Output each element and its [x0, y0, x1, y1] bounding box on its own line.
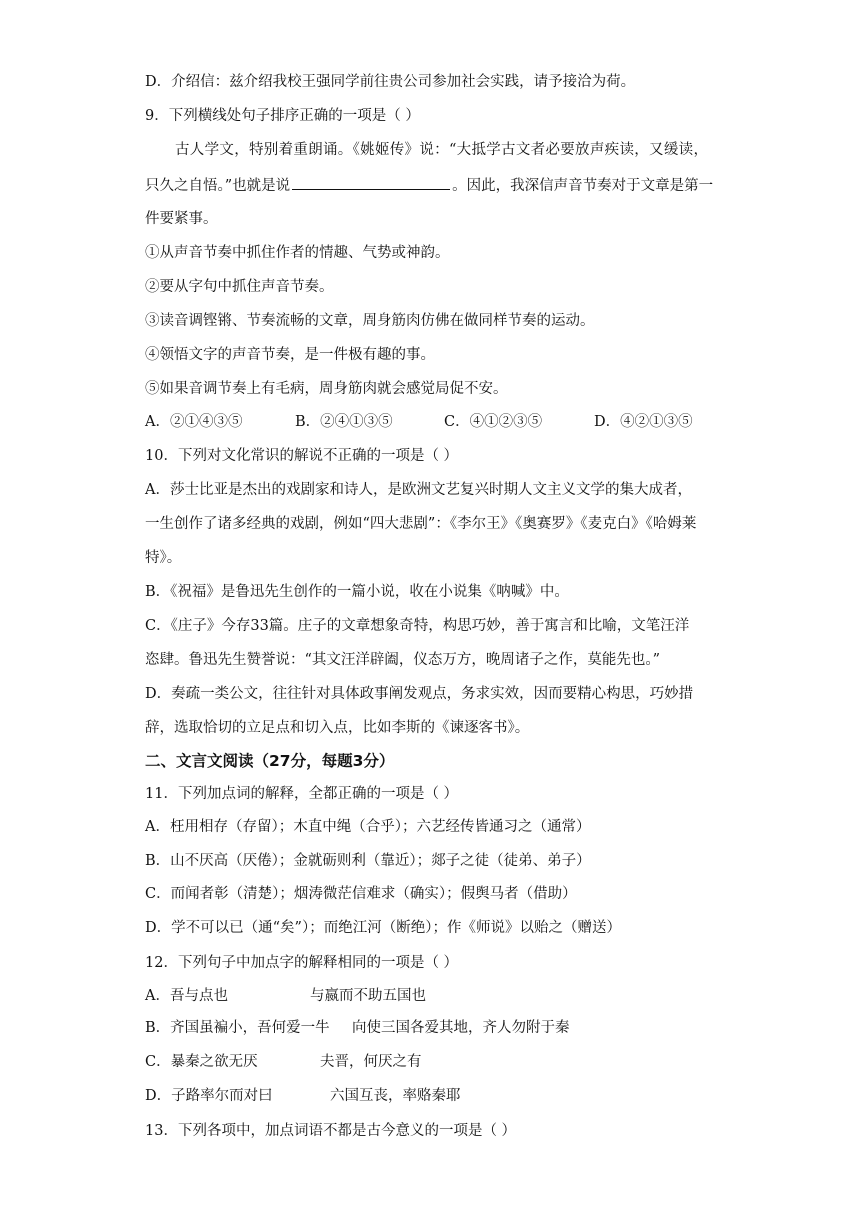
q9-passage-text-b: 。因此，我深信声音节奏对于文章是第一	[452, 178, 714, 194]
q10-option-a-line-1: A．莎士比亚是杰出的戏剧家和诗人，是欧洲文艺复兴时期人文主义文学的集大成者，	[145, 482, 692, 498]
q12-option-a-left: A．吾与点也	[145, 988, 228, 1004]
fill-in-blank	[292, 175, 450, 190]
question-12-stem: 12．下列句子中加点字的解释相同的一项是（ ）	[145, 955, 459, 971]
q12-option-c-left: C．暴秦之欲无厌	[145, 1054, 258, 1070]
q10-option-c-line-1: C．《庄子》今存33篇。庄子的文章想象奇特，构思巧妙，善于寓言和比喻，文笔汪洋	[145, 618, 690, 634]
q12-option-b-right: 向使三国各爱其地，齐人勿附于秦	[352, 1020, 570, 1036]
q10-option-c-line-2: 恣肆。鲁迅先生赞誉说：“其文汪洋辟阖，仪态万方，晚周诸子之作，莫能先也。”	[145, 652, 661, 668]
q12-option-d-left: D．子路率尔而对曰	[145, 1088, 273, 1104]
section-2-heading: 二、文言文阅读（27分，每题3分）	[145, 752, 395, 770]
q12-option-b-left: B．齐国虽褊小，吾何爱一牛	[145, 1020, 330, 1036]
q9-passage-text-a: 只久之自悟。”也就是说	[145, 178, 291, 194]
q11-option-b: B．山不厌高（厌倦）；金就砺则利（靠近）；郯子之徒（徒弟、弟子）	[145, 853, 591, 869]
q9-passage-line-1: 古人学文，特别着重朗诵。《姚姬传》说：“大抵学古文者必要放声疾读，又缓读，	[175, 142, 709, 158]
q10-option-a-line-3: 特》。	[145, 550, 182, 566]
question-10-stem: 10．下列对文化常识的解说不正确的一项是（ ）	[145, 448, 459, 464]
q12-option-d-right: 六国互丧，率赂秦耶	[330, 1088, 461, 1104]
q9-option-c: C．④①②③⑤	[444, 414, 543, 430]
q11-option-d: D．学不可以已（通“矣”）；而绝江河（断绝）；作《师说》以贻之（赠送）	[145, 920, 621, 936]
q10-option-a-line-2: 一生创作了诸多经典的戏剧，例如“四大悲剧”：《李尔王》《奥赛罗》《麦克白》《哈姆莱	[145, 516, 697, 532]
q12-option-a-right: 与嬴而不助五国也	[310, 988, 426, 1004]
q9-passage-line-2	[145, 175, 713, 196]
q10-option-d-line-2: 辞，选取恰切的立足点和切入点，比如李斯的《谏逐客书》。	[145, 720, 530, 736]
question-9-stem: 9．下列横线处句子排序正确的一项是（ ）	[145, 108, 420, 124]
q9-passage-line-3: 件要紧事。	[145, 211, 218, 227]
q11-option-a: A．枉用相存（存留）；木直中绳（合乎）；六艺经传皆通习之（通常）	[145, 819, 591, 835]
q12-option-c-right: 夫晋，何厌之有	[320, 1054, 422, 1070]
q9-sentence-1: ①从声音节奏中抓住作者的情趣、气势或神韵。	[145, 245, 450, 261]
q9-option-d: D．④②①③⑤	[594, 414, 693, 430]
q9-option-b: B．②④①③⑤	[295, 414, 393, 430]
q9-sentence-5: ⑤如果音调节奏上有毛病，周身筋肉就会感觉局促不安。	[145, 381, 508, 397]
q11-option-c: C．而闻者彰（清楚）；烟涛微茫信难求（确实）；假舆马者（借助）	[145, 886, 577, 902]
q8-option-d: D．介绍信：兹介绍我校王强同学前往贵公司参加社会实践，请予接洽为荷。	[145, 74, 636, 90]
q9-sentence-2: ②要从字句中抓住声音节奏。	[145, 279, 334, 295]
q10-option-d-line-1: D．奏疏一类公文，往往针对具体政事阐发观点，务求实效，因而要精心构思，巧妙措	[145, 686, 694, 702]
question-13-stem: 13．下列各项中，加点词语不都是古今意义的一项是（ ）	[145, 1123, 517, 1139]
q9-sentence-3: ③读音调铿锵、节奏流畅的文章，周身筋肉仿佛在做同样节奏的运动。	[145, 313, 595, 329]
q9-option-a: A．②①④③⑤	[145, 414, 243, 430]
q9-sentence-4: ④领悟文字的声音节奏，是一件极有趣的事。	[145, 347, 435, 363]
question-11-stem: 11．下列加点词的解释，全都正确的一项是（ ）	[145, 786, 459, 802]
q10-option-b: B．《祝福》是鲁迅先生创作的一篇小说，收在小说集《呐喊》中。	[145, 584, 569, 600]
